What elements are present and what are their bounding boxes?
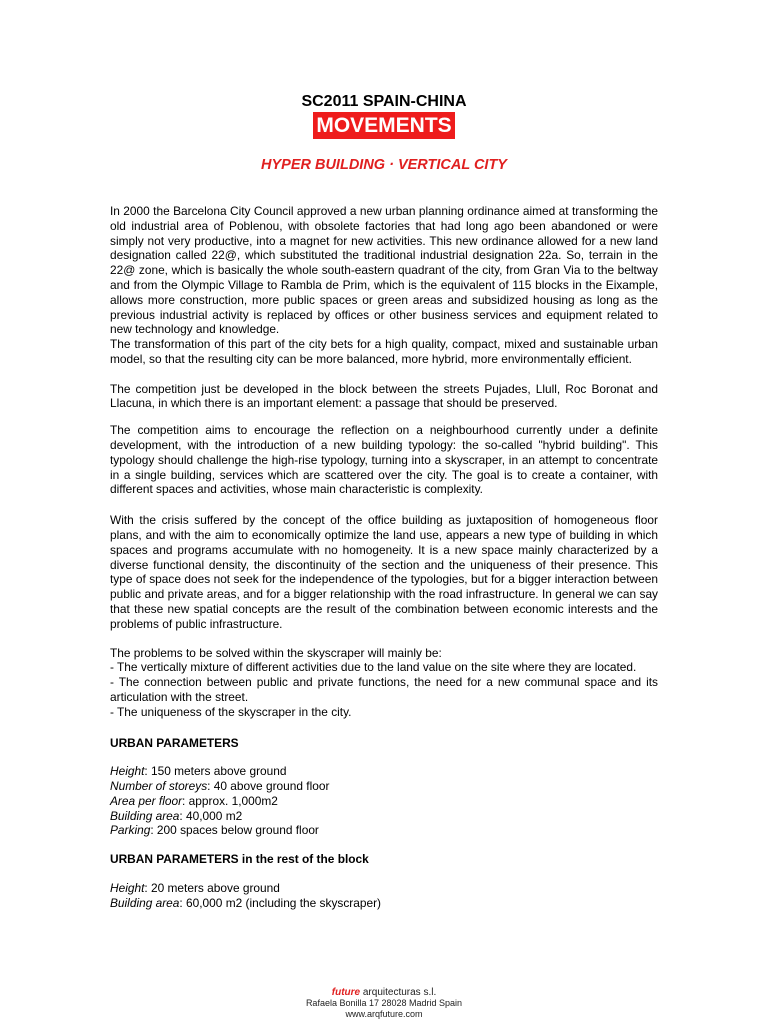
parameter-value: : 40,000 m2 bbox=[179, 808, 243, 823]
parameter-label: Height bbox=[110, 881, 145, 896]
parameter-value: : 60,000 m2 (including the skyscraper) bbox=[179, 895, 381, 910]
footer bbox=[0, 987, 768, 1020]
problem-item: - The connection between public and private functions, the need for a new communal space and its articulation with the street. bbox=[110, 675, 658, 704]
paragraph-competition-site: The competition just be developed in the block between the streets Pujades, Llull, Roc Boronat and Llacuna, in which there is an important element: a passage that should be preserved. bbox=[110, 381, 658, 411]
footer-company-line bbox=[0, 987, 768, 998]
title-wrap bbox=[0, 112, 768, 139]
parameter-label: Area per floor bbox=[110, 793, 183, 808]
problems-intro: The problems to be solved within the skyscraper will mainly be: bbox=[110, 645, 442, 660]
parameter-row bbox=[110, 881, 658, 896]
parameter-row bbox=[110, 779, 658, 794]
paragraph-intro: In 2000 the Barcelona City Council approved a new urban planning ordinance aimed at transforming the old industrial area of Poblenou, with obsolete factories that had long ago been abandoned or were simply not very productive, into a magnet for new activities. This new ordinance allowed for a new land designation called 22@, which substituted the traditional industrial designation 22a. So, terrain in the 22@ zone, which is basically the whole south-eastern quadrant of the city, from Gran Via to the beltway and from the Olympic Village to Rambla de Prim, which is the equivalent of 115 blocks in the Eixample, allows more construction, more public spaces or green areas and subsidized housing as long as the previous industrial activity is replaced by offices or other business services and equipment related to new technology and knowledge. bbox=[110, 204, 658, 337]
parameter-value: : approx. 1,000m2 bbox=[182, 793, 278, 808]
urban-parameters-heading: URBAN PARAMETERS bbox=[110, 735, 239, 750]
parameter-row bbox=[110, 809, 658, 824]
block-parameters-heading: URBAN PARAMETERS in the rest of the block bbox=[110, 852, 369, 867]
footer-website: www.arqfuture.com bbox=[345, 1009, 423, 1019]
parameter-value: : 40 above ground floor bbox=[207, 779, 330, 794]
title-badge: MOVEMENTS bbox=[313, 112, 454, 139]
document-body bbox=[110, 204, 658, 911]
paragraph-transformation: The transformation of this part of the city bets for a high quality, compact, mixed and sustainable urban model, so that the resulting city can be more balanced, more hybrid, more environmentally efficient. bbox=[110, 337, 658, 366]
parameter-row bbox=[110, 896, 658, 911]
parameter-label: Building area bbox=[110, 895, 180, 910]
parameter-label: Number of storeys bbox=[110, 779, 208, 794]
parameter-label: Building area bbox=[110, 808, 180, 823]
problem-item: - The vertically mixture of different activities due to the land value on the site where they are located. bbox=[110, 660, 637, 675]
paragraph-competition-aims: The competition aims to encourage the reflection on a neighbourhood currently under a definite development, with the introduction of a new building typology: the so-called "hybrid building". This typology should challenge the high-rise typology, turning into a skyscraper, in an attempt to concentrate in a single building, services which are scattered over the city. The goal is to create a container, with different spaces and activities, whose main characteristic is complexity. bbox=[110, 423, 658, 497]
parameter-label: Parking bbox=[110, 823, 151, 838]
parameter-label: Height bbox=[110, 764, 145, 779]
footer-company: arquitecturas s.l. bbox=[360, 987, 437, 998]
parameter-value: : 200 spaces below ground floor bbox=[150, 823, 319, 838]
footer-address: Rafaela Bonilla 17 28028 Madrid Spain bbox=[305, 998, 463, 1008]
paragraph-crisis: With the crisis suffered by the concept of the office building as juxtaposition of homogeneous floor plans, and with the aim to economically optimize the land use, appears a new type of building in which spaces and programs accumulate with no homogeneity. It is a new space mainly characterized by a diverse functional density, the discontinuity of the section and the uniqueness of their presence. This type of space does not seek for the independence of the typologies, but for a bigger interaction between public and private areas, and for a bigger relationship with the road infrastructure. In general we can say that these new spatial concepts are the result of the combination between economic interests and the problems of public infrastructure. bbox=[110, 513, 658, 631]
parameter-row bbox=[110, 794, 658, 809]
supertitle: SC2011 SPAIN-CHINA bbox=[301, 93, 467, 110]
parameter-value: : 20 meters above ground bbox=[144, 881, 280, 896]
problem-item: - The uniqueness of the skyscraper in the city. bbox=[110, 704, 352, 719]
parameter-row bbox=[110, 764, 658, 779]
parameter-value: : 150 meters above ground bbox=[144, 764, 287, 779]
subtitle: HYPER BUILDING · VERTICAL CITY bbox=[261, 157, 507, 173]
parameter-row bbox=[110, 823, 658, 838]
footer-brand: future bbox=[331, 987, 361, 998]
